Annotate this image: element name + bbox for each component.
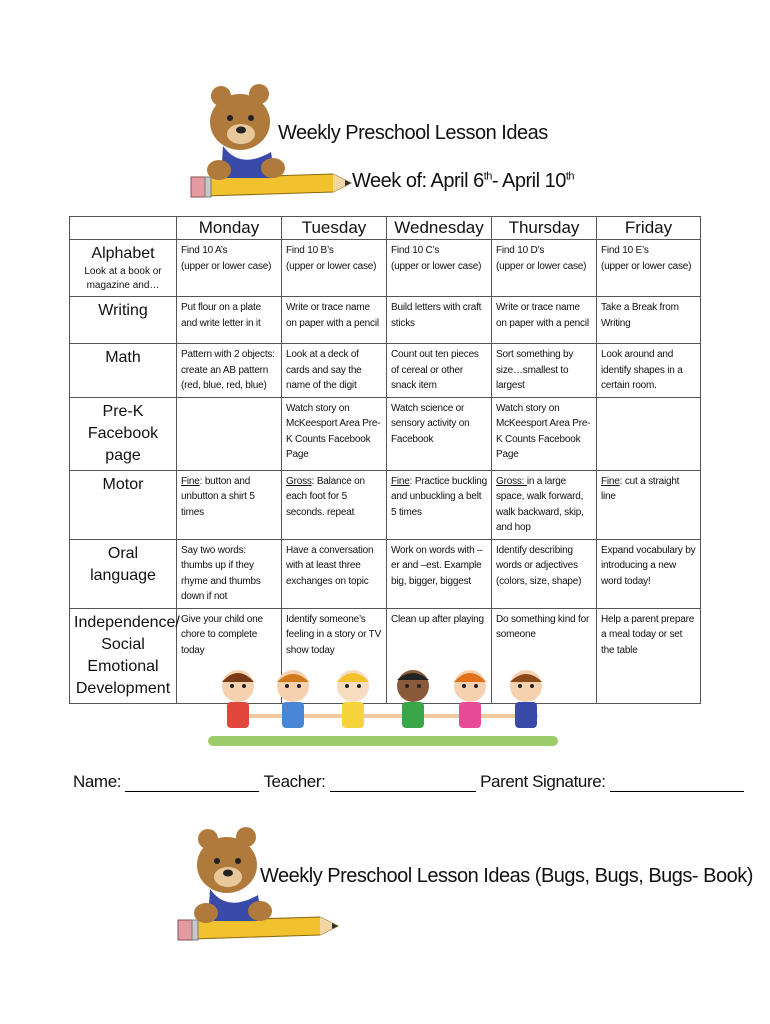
motor-type-label: Gross: — [496, 475, 527, 487]
week-end: - April 10 — [491, 170, 566, 192]
motor-type-label: Fine — [181, 475, 200, 487]
activity-cell — [597, 539, 701, 608]
table-header-row — [70, 217, 701, 240]
table-row — [70, 397, 701, 470]
motor-type-label: Gross — [286, 475, 312, 487]
activity-text: Write or trace name on paper with a pencil — [496, 302, 589, 329]
lesson-plan-table — [69, 216, 701, 704]
activity-text: Build letters with craft sticks — [391, 302, 482, 329]
activity-cell — [492, 344, 597, 398]
activity-cell — [597, 608, 701, 703]
activity-cell — [177, 470, 282, 539]
activity-text: : button and unbutton a shirt 5 times — [181, 475, 255, 518]
activity-text: Clean up after playing — [391, 613, 484, 625]
day-header: Thursday — [492, 217, 597, 240]
activity-text: Pattern with 2 objects: create an AB pattern (red, blue, red, blue) — [181, 349, 275, 391]
activity-text: Identify describing words or adjectives (colors, size, shape) — [496, 544, 582, 587]
activity-cell — [387, 240, 492, 297]
motor-type-label: Fine — [391, 475, 410, 487]
activity-text: Count out ten pieces of cereal or other snack item — [391, 349, 479, 391]
row-category — [70, 539, 177, 608]
activity-text: Put flour on a plate and write letter in it — [181, 302, 261, 329]
activity-cell — [387, 344, 492, 398]
activity-cell — [492, 297, 597, 344]
bear-pencil-illustration — [183, 82, 353, 217]
table-row — [70, 344, 701, 398]
activity-cell — [492, 539, 597, 608]
children-holding-hands-illustration — [208, 664, 558, 757]
activity-cell — [387, 297, 492, 344]
category-label: Pre-K Facebook page — [87, 402, 159, 464]
row-category — [70, 344, 177, 398]
activity-text: Find 10 E’s (upper or lower case) — [601, 245, 692, 272]
activity-cell — [177, 397, 282, 470]
page-title: Weekly Preschool Lesson Ideas — [278, 122, 548, 144]
day-header: Wednesday — [387, 217, 492, 240]
activity-cell — [597, 470, 701, 539]
category-label: Motor — [102, 475, 144, 493]
activity-cell — [387, 397, 492, 470]
row-category — [70, 297, 177, 344]
category-label: Writing — [98, 302, 148, 319]
category-label: Independence/ Social Emotional Development — [74, 613, 180, 697]
activity-text: : cut a straight line — [601, 475, 680, 502]
activity-cell — [387, 539, 492, 608]
activity-cell — [282, 344, 387, 398]
signature-line — [73, 772, 744, 792]
table-row — [70, 539, 701, 608]
week-of-line — [352, 170, 574, 193]
activity-text: Find 10 C’s (upper or lower case) — [391, 245, 482, 272]
activity-cell — [597, 240, 701, 297]
activity-text: Give your child one chore to complete today — [181, 613, 263, 656]
activity-cell — [177, 240, 282, 297]
name-label: Name: — [73, 772, 122, 791]
row-category — [70, 397, 177, 470]
activity-cell — [492, 397, 597, 470]
activity-cell — [282, 397, 387, 470]
activity-cell — [282, 297, 387, 344]
activity-text: Have a conversation with at least three exchanges on topic — [286, 544, 374, 587]
activity-text: Help a parent prepare a meal today or set the table — [601, 613, 695, 656]
activity-cell — [282, 240, 387, 297]
parent-signature-label: Parent Signature: — [480, 772, 606, 791]
activity-text: Find 10 A’s (upper or lower case) — [181, 245, 272, 272]
category-label: Oral language — [90, 544, 156, 584]
row-category — [70, 240, 177, 297]
activity-cell — [492, 470, 597, 539]
activity-cell — [597, 344, 701, 398]
activity-text: Watch story on McKeesport Area Pre-K Counts Facebook Page — [286, 402, 381, 460]
activity-text: Say two words: thumbs up if they rhyme and thumbs down if not — [181, 544, 261, 602]
activity-text: Find 10 D’s (upper or lower case) — [496, 245, 587, 272]
activity-text: Write or trace name on paper with a pencil — [286, 302, 379, 329]
activity-text: Work on words with –er and –est. Example big, bigger, biggest — [391, 544, 483, 587]
table-row — [70, 297, 701, 344]
motor-type-label: Fine — [601, 475, 620, 487]
corner-cell — [70, 217, 177, 240]
activity-cell — [492, 240, 597, 297]
week-start: Week of: April 6 — [352, 170, 484, 192]
activity-text: in a large space, walk forward, walk backward, skip, and hop — [496, 475, 584, 533]
footer-title: Weekly Preschool Lesson Ideas (Bugs, Bugs, Bugs- Book) — [260, 865, 753, 887]
activity-text: Watch story on McKeesport Area Pre-K Counts Facebook Page — [496, 402, 591, 460]
activity-cell — [177, 539, 282, 608]
row-category — [70, 470, 177, 539]
activity-cell — [282, 539, 387, 608]
activity-cell — [597, 397, 701, 470]
table-row — [70, 240, 701, 297]
activity-text: : Practice buckling and unbuckling a belt 5 times — [391, 475, 488, 518]
week-start-suffix: th — [483, 170, 492, 183]
row-category — [70, 608, 180, 703]
category-label: Alphabet — [91, 245, 155, 262]
activity-cell — [177, 297, 282, 344]
week-end-suffix: th — [565, 170, 575, 183]
bear-pencil-illustration — [170, 825, 340, 960]
parent-signature-field[interactable] — [610, 773, 744, 792]
activity-text: Look around and identify shapes in a certain room. — [601, 349, 683, 391]
activity-text: Expand vocabulary by introducing a new word today! — [601, 544, 696, 587]
category-label: Math — [105, 349, 141, 366]
day-header: Friday — [597, 217, 701, 240]
name-field[interactable] — [125, 773, 259, 792]
activity-text: Take a Break from Writing — [601, 302, 679, 329]
activity-text: Find 10 B’s (upper or lower case) — [286, 245, 377, 272]
day-header: Tuesday — [282, 217, 387, 240]
activity-cell — [282, 470, 387, 539]
table-row — [70, 470, 701, 539]
activity-text: : Balance on each foot for 5 seconds. repeat — [286, 475, 365, 518]
activity-cell — [387, 470, 492, 539]
category-sub: Look at a book or magazine and… — [84, 266, 162, 291]
activity-cell — [597, 297, 701, 344]
activity-text: Identify someone’s feeling in a story or TV show today — [286, 613, 382, 656]
activity-text: Sort something by size…smallest to largest — [496, 349, 574, 391]
activity-text: Do something kind for someone — [496, 613, 590, 640]
teacher-label: Teacher: — [263, 772, 326, 791]
activity-text: Look at a deck of cards and say the name of the digit — [286, 349, 362, 391]
teacher-field[interactable] — [330, 773, 476, 792]
day-header: Monday — [177, 217, 282, 240]
activity-text: Watch science or sensory activity on Facebook — [391, 402, 470, 445]
activity-cell — [177, 344, 282, 398]
